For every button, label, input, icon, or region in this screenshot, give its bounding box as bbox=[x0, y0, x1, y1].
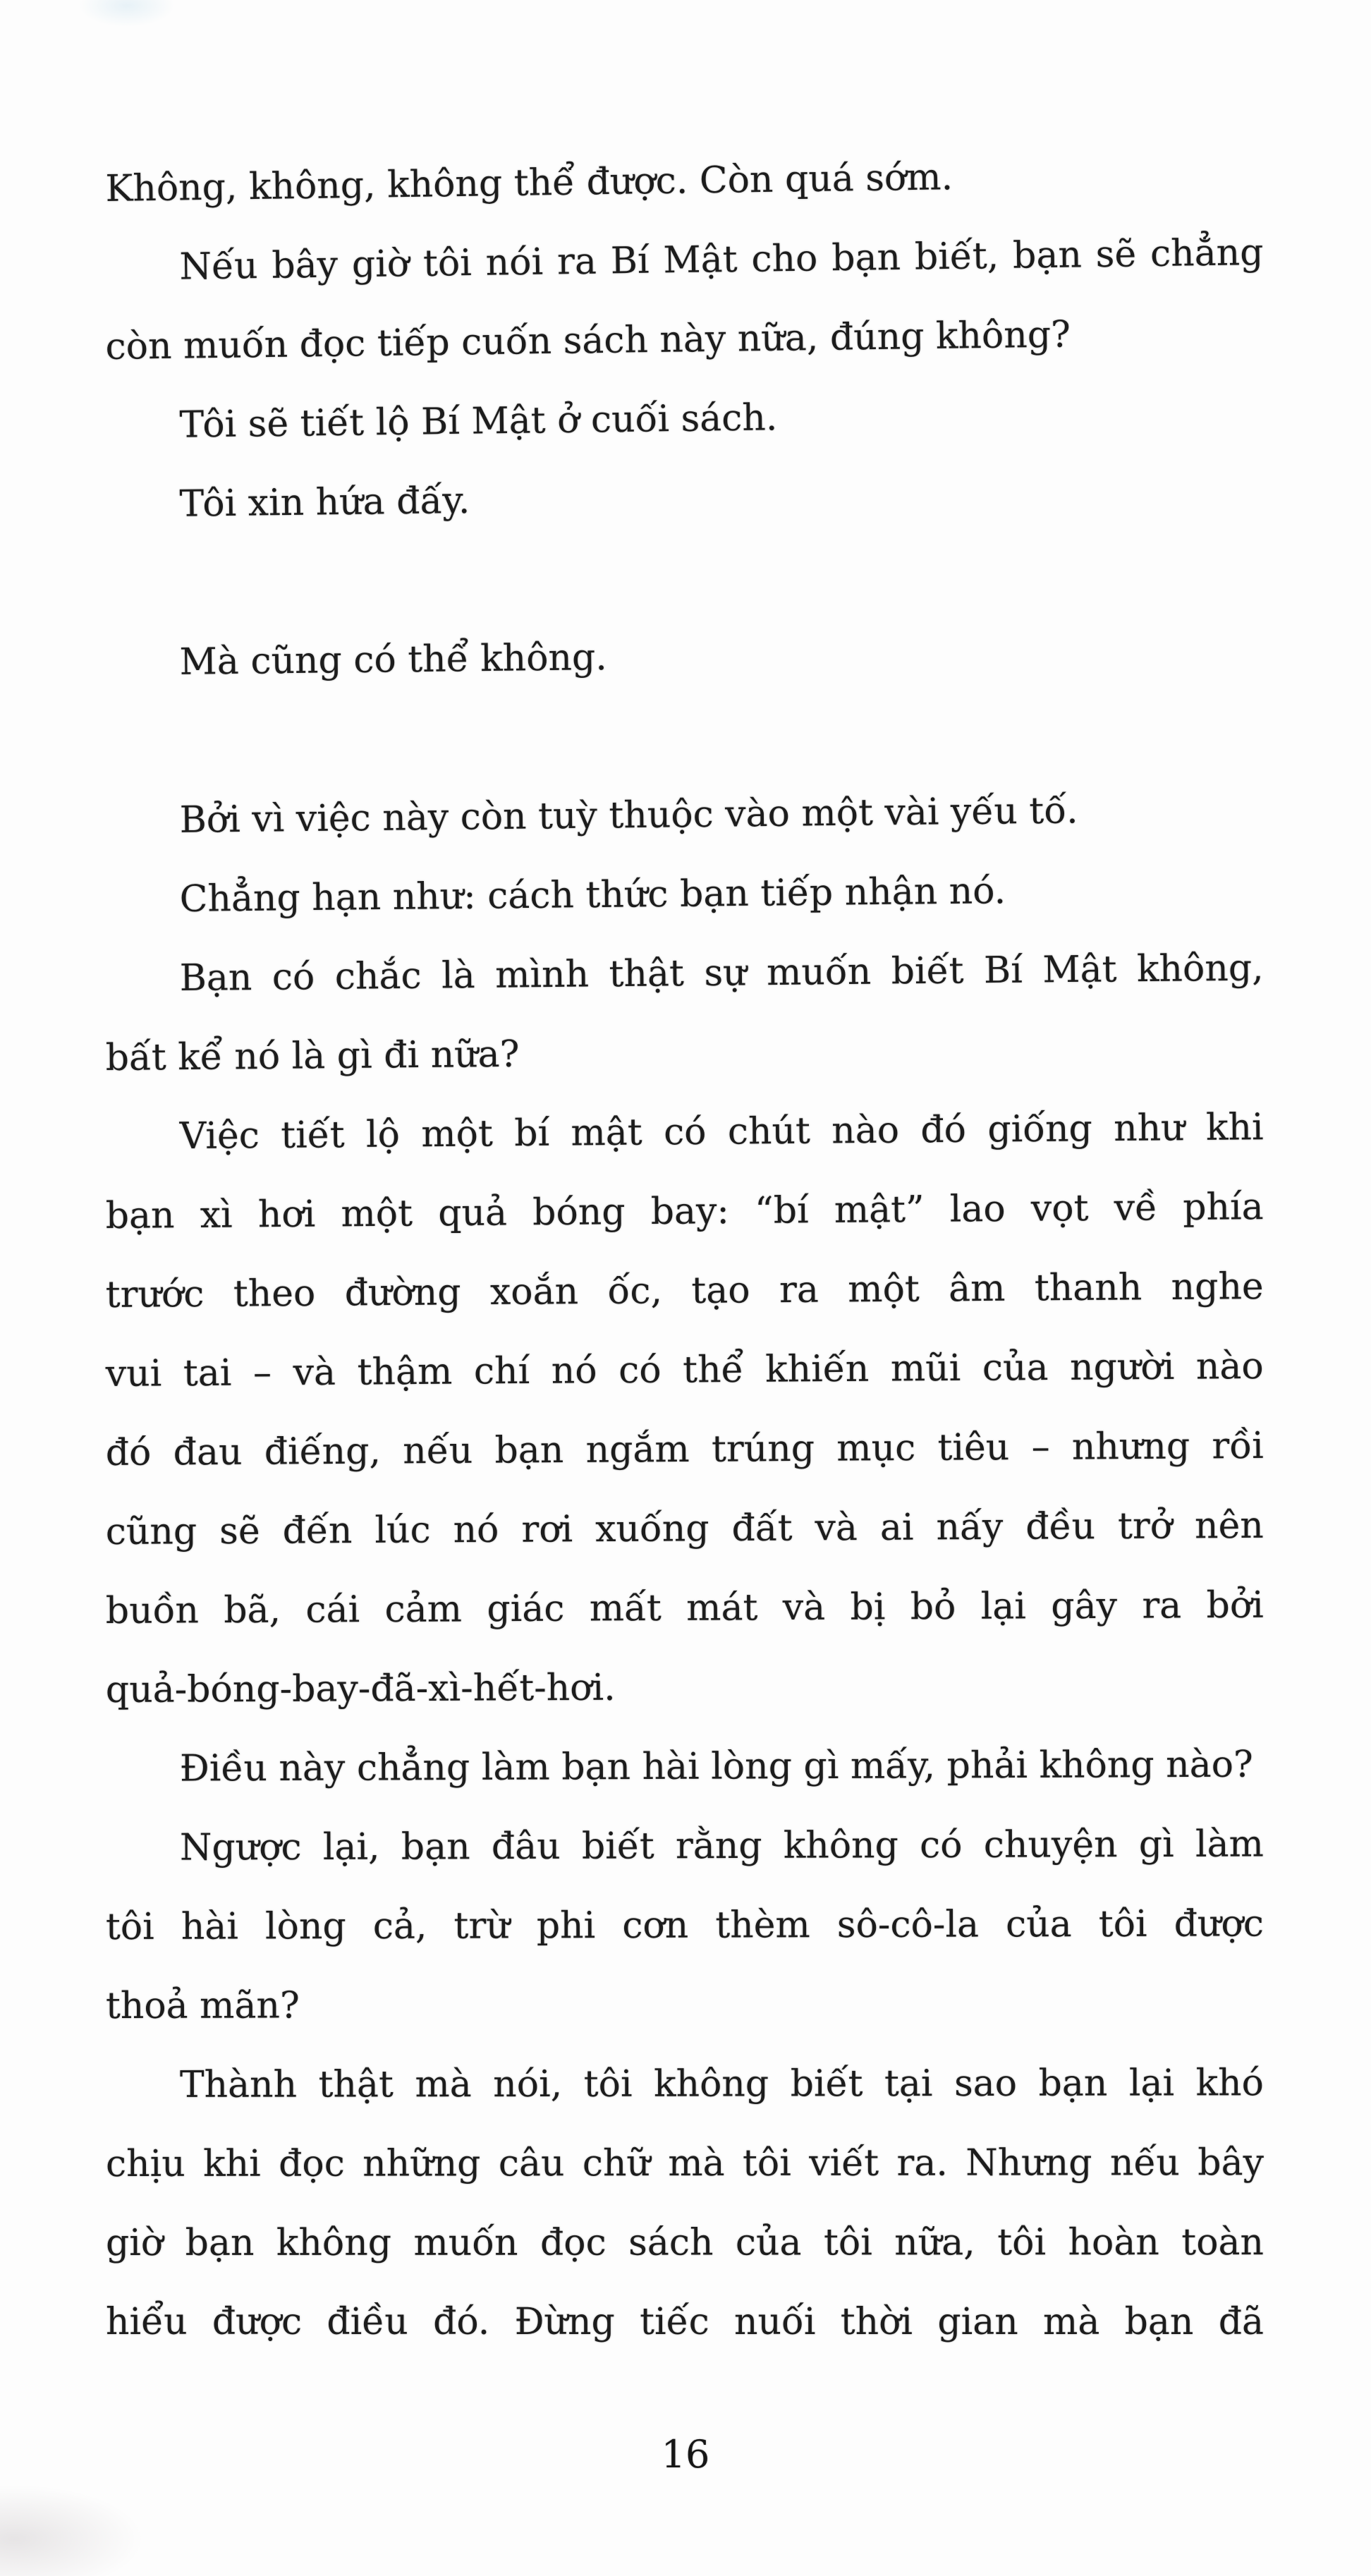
text-line: đó đau điếng, nếu bạn ngắm trúng mục tiêu – nhưng rồi bbox=[105, 1424, 1264, 1474]
text-line: Tôi sẽ tiết lộ Bí Mật ở cuối sách. bbox=[179, 396, 778, 446]
text-line: Nếu bây giờ tôi nói ra Bí Mật cho bạn biết, bạn sẽ chẳng bbox=[179, 231, 1264, 288]
text-line: bất kể nó là gì đi nữa? bbox=[105, 1033, 520, 1080]
text-line: Chẳng hạn như: cách thức bạn tiếp nhận nó. bbox=[179, 870, 1006, 921]
text-line: buồn bã, cái cảm giác mất mát và bị bỏ lại gây ra bởi bbox=[105, 1584, 1264, 1632]
text-line: chịu khi đọc những câu chữ mà tôi viết ra. Nhưng nếu bây bbox=[105, 2141, 1264, 2185]
text-line: Tôi xin hứa đấy. bbox=[179, 479, 470, 525]
text-line: Mà cũng có thể không. bbox=[179, 636, 608, 684]
text-line: bạn xì hơi một quả bóng bay: “bí mật” lao vọt về phía bbox=[105, 1186, 1264, 1238]
text-line: Điều này chẳng làm bạn hài lòng gì mấy, phải không nào? bbox=[179, 1743, 1253, 1790]
text-line: giờ bạn không muốn đọc sách của tôi nữa, tôi hoàn toàn bbox=[105, 2221, 1264, 2264]
text-line: cũng sẽ đến lúc nó rơi xuống đất và ai nấy đều trở nên bbox=[105, 1504, 1264, 1553]
text-line: vui tai – và thậm chí nó có thể khiến mũi của người nào bbox=[105, 1344, 1264, 1396]
page-number: 16 bbox=[661, 2432, 710, 2477]
text-line: Việc tiết lộ một bí mật có chút nào đó giống như khi bbox=[179, 1106, 1264, 1158]
text-line: quả-bóng-bay-đã-xì-hết-hơi. bbox=[105, 1666, 616, 1711]
page-text-block bbox=[106, 150, 1264, 2362]
page-footer bbox=[0, 2432, 1371, 2477]
text-line: hiểu được điều đó. Đừng tiếc nuối thời gian mà bạn đã bbox=[106, 2301, 1264, 2343]
text-line: Không, không, không thể được. Còn quá sớm. bbox=[105, 156, 953, 211]
text-line: thoả mãn? bbox=[105, 1984, 300, 2027]
text-line: Bạn có chắc là mình thật sự muốn biết Bí Mật không, bbox=[179, 947, 1264, 1000]
text-line: còn muốn đọc tiếp cuốn sách này nữa, đúng không? bbox=[105, 313, 1071, 369]
text-line: trước theo đường xoắn ốc, tạo ra một âm thanh nghe bbox=[105, 1265, 1264, 1317]
text-line: Bởi vì việc này còn tuỳ thuộc vào một vài yếu tố. bbox=[179, 789, 1078, 842]
text-line: tôi hài lòng cả, trừ phi cơn thèm sô-cô-la của tôi được bbox=[105, 1902, 1264, 1948]
text-line: Thành thật mà nói, tôi không biết tại sao bạn lại khó bbox=[179, 2062, 1264, 2106]
text-line: Ngược lại, bạn đâu biết rằng không có chuyện gì làm bbox=[179, 1823, 1264, 1869]
